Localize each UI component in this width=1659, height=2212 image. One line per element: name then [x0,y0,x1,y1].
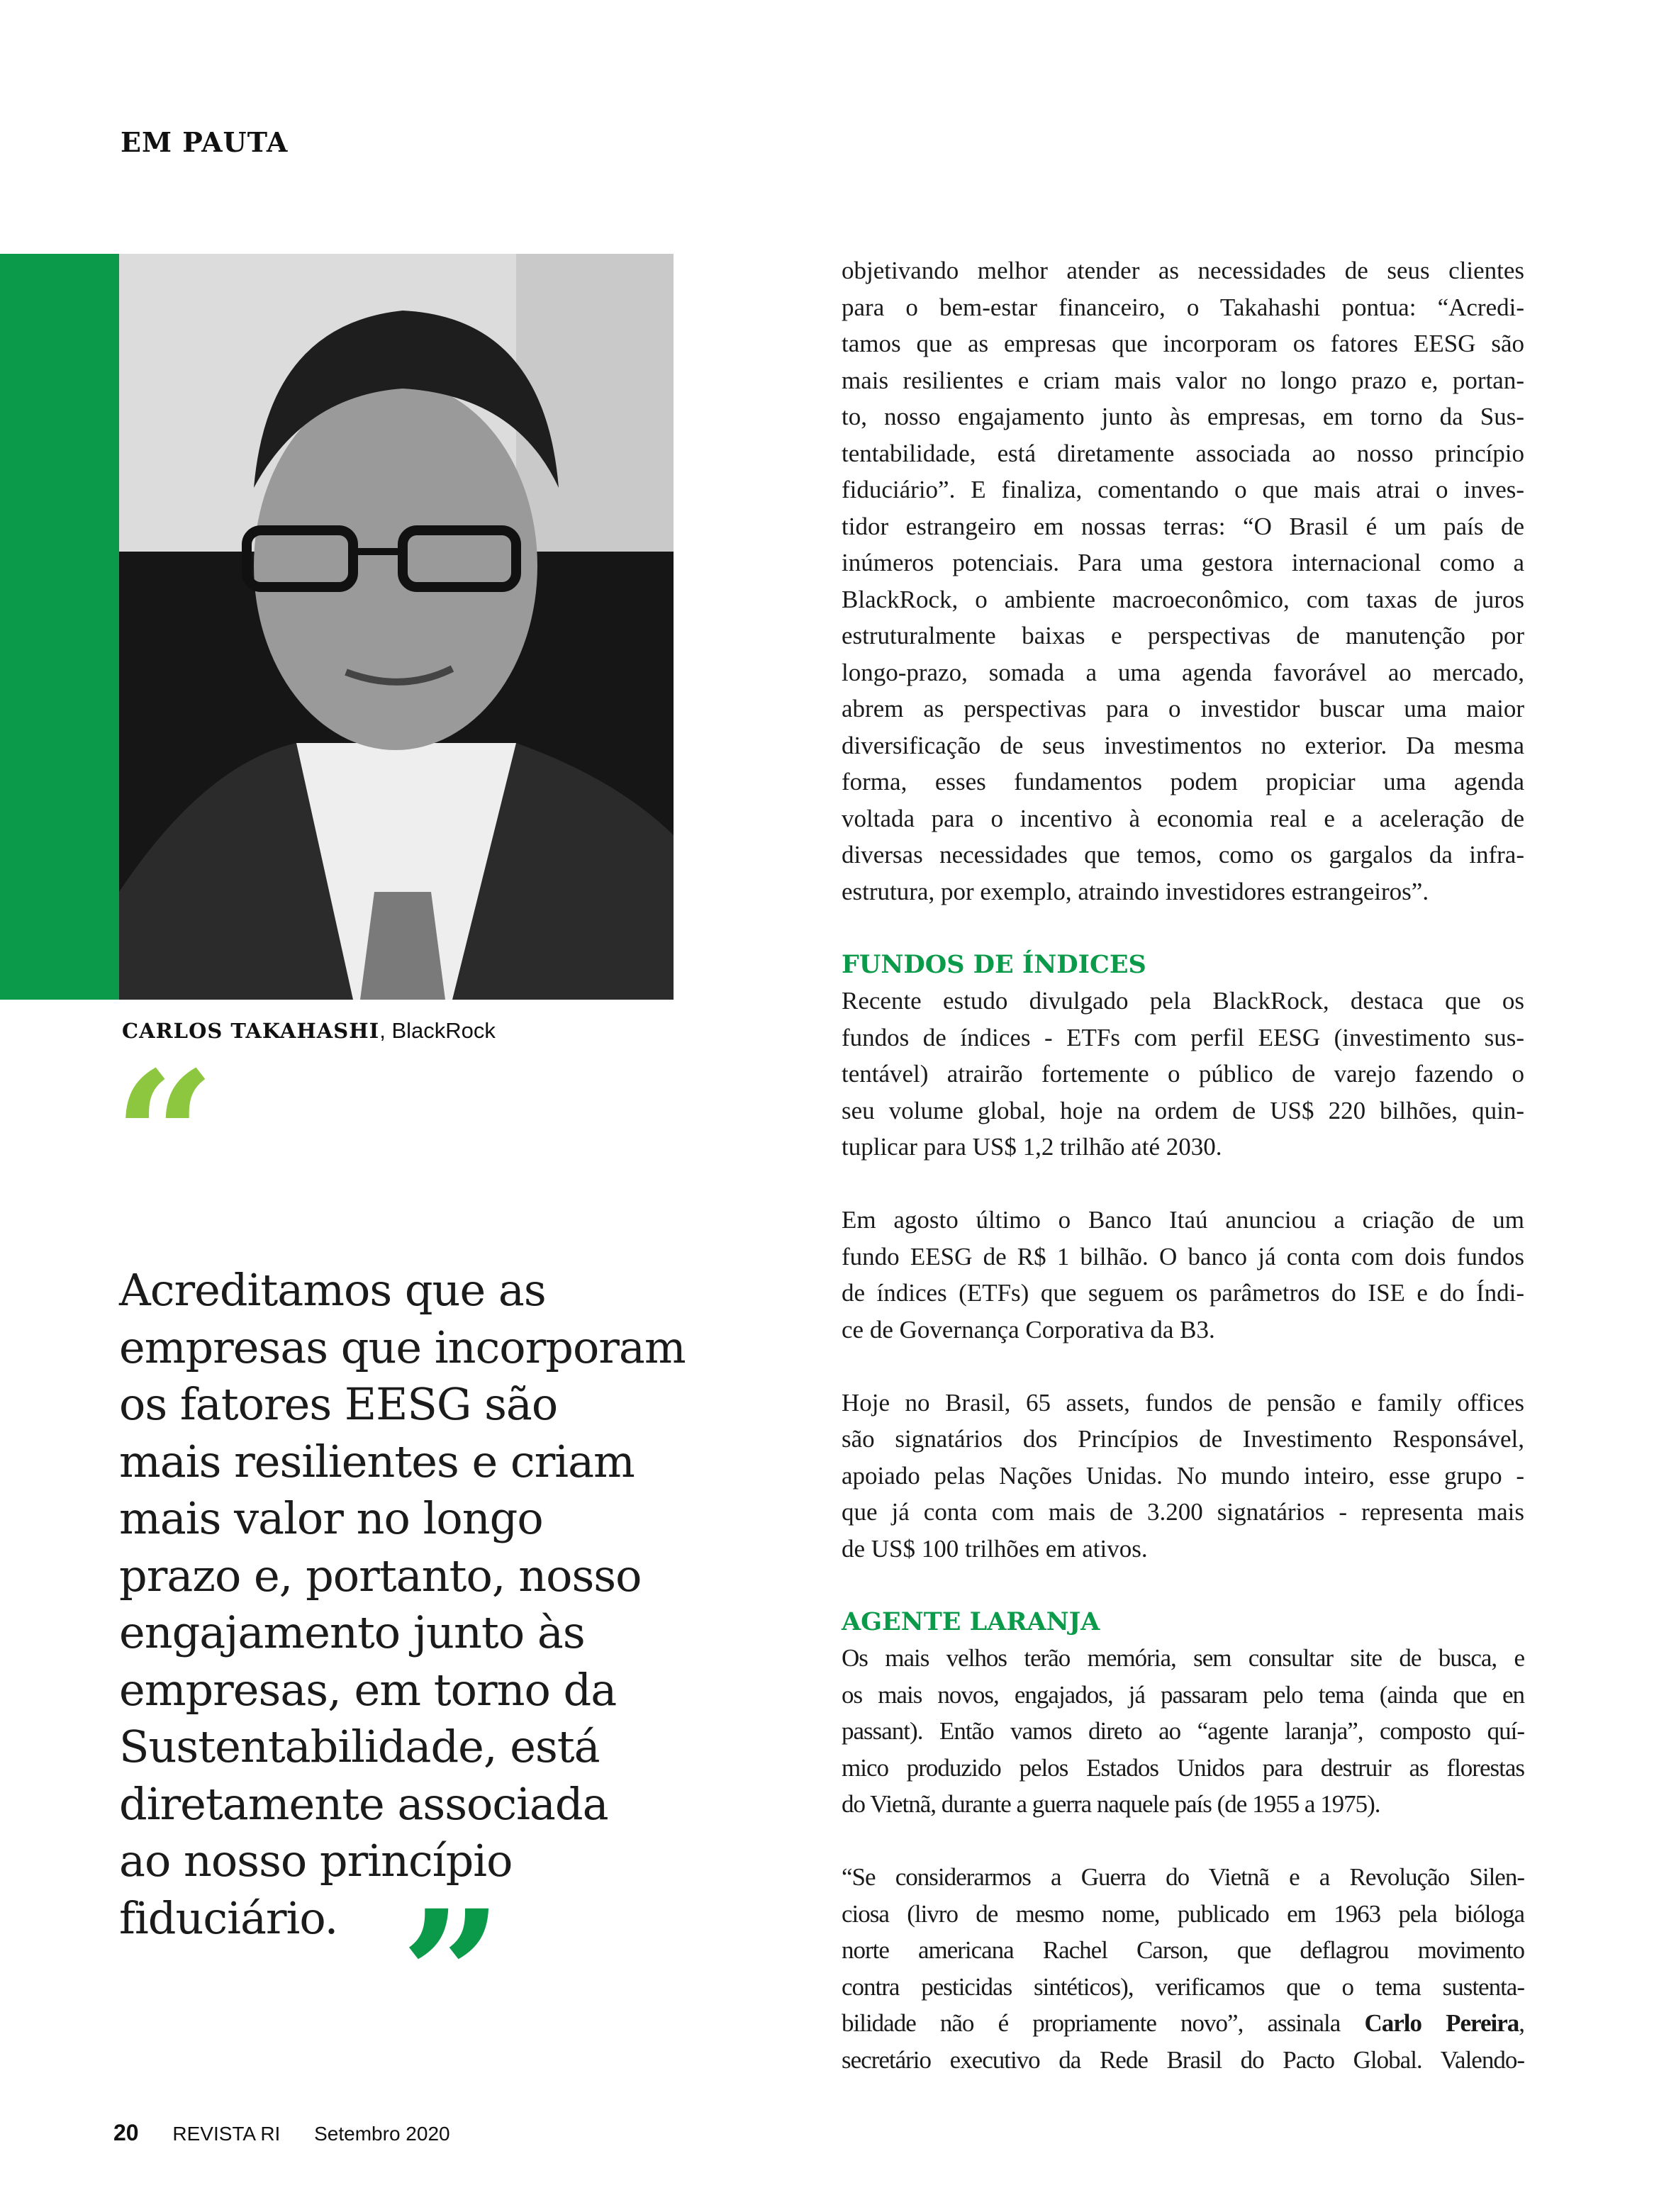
text-line: objetivando melhor atender as necessidades de seus clientes [842,257,1524,284]
text-line: inúmeros potenciais. Para uma gestora internacional como a [842,549,1524,576]
subheading-fundos-de-indices: FUNDOS DE ÍNDICES [842,949,1146,979]
pull-quote-line: engajamento junto às [119,1607,585,1658]
close-quote-mark: ” [401,1871,503,2079]
open-quote-mark: “ [113,1032,216,1241]
issue-date: Setembro 2020 [314,2123,450,2145]
pull-quote-line: mais valor no longo [119,1492,543,1544]
pull-quote-line: ao nosso princípio [119,1835,513,1887]
magazine-name: REVISTA RI [172,2123,281,2145]
caption-name: CARLOS TAKAHASHI [122,1019,380,1043]
pull-quote-line: mais resilientes e criam [119,1435,635,1487]
text-line: de índices (ETFs) que seguem os parâmetros do ISE e do Índi- [842,1279,1524,1307]
text-line: diversificação de seus investimentos no exterior. Da mesma [842,731,1524,759]
text-line: seu volume global, hoje na ordem de US$ 220 bilhões, quin- [842,1096,1524,1124]
text-line: BlackRock, o ambiente macroeconômico, com taxas de juros [842,585,1524,613]
subheading-agente-laranja: AGENTE LARANJA [842,1607,1100,1636]
pull-quote [119,1262,686,1947]
text-line: apoiado pelas Nações Unidas. No mundo inteiro, esse grupo - [842,1461,1524,1490]
text-line: para o bem-estar financeiro, o Takahashi pontua: “Acredi- [842,293,1524,321]
article-column [842,252,1524,2078]
text-line: diversas necessidades que temos, como os gargalos da infra- [842,841,1524,868]
text-line: abrem as perspectivas para o investidor buscar uma maior [842,695,1524,722]
text-line: contra pesticidas sintéticos), verificamos que o tema sustenta- [842,1972,1524,2001]
pull-quote-line: fiduciário. [119,1892,338,1944]
text-line: tuplicar para US$ 1,2 trilhão até 2030. [842,1133,1222,1161]
pull-quote-line: empresas, em torno da [119,1663,617,1716]
text-line: mico produzido pelos Estados Unidos para destruir as florestas [842,1753,1524,1782]
green-accent-bar [0,254,119,1000]
pull-quote-line: prazo e, portanto, nosso [119,1549,642,1602]
text-line: Os mais velhos terão memória, sem consultar site de busca, e [842,1644,1524,1672]
page-number: 20 [113,2120,139,2145]
text-line: fiduciário”. E finaliza, comentando o que mais atrai o inves- [842,476,1524,503]
text-line: tidor estrangeiro em nossas terras: “O Brasil é um país de [842,512,1524,540]
text-line: to, nosso engajamento junto às empresas, em torno da Sus- [842,403,1524,430]
text-line: de US$ 100 trilhões em ativos. [842,1534,1148,1563]
portrait-photo [119,254,674,1000]
paragraph [842,983,1524,1166]
paragraph [842,1640,1524,1823]
paragraph [842,1385,1524,1568]
text-line: estruturalmente baixas e perspectivas de manutenção por [842,622,1524,649]
pull-quote-line: Sustentabilidade, está [119,1721,600,1772]
page-footer [113,2120,450,2146]
text-line: fundo EESG de R$ 1 bilhão. O banco já conta com dois fundos [842,1242,1524,1270]
text-line [842,2005,1524,2042]
paragraph-lines [842,1859,1524,2005]
text-line: passant). Então vamos direto ao “agente laranja”, composto quí- [842,1717,1524,1745]
text-line: voltada para o incentivo à economia real e a aceleração de [842,804,1524,832]
text-line: ciosa (livro de mesmo nome, publicado em 1963 pela bióloga [842,1899,1524,1928]
text-line: tamos que as empresas que incorporam os fatores EESG são [842,330,1524,357]
text-line: são signatários dos Princípios de Investimento Responsável, [842,1425,1524,1453]
pull-quote-line: os fatores EESG são [119,1378,558,1430]
text-line: mais resilientes e criam mais valor no longo prazo e, portan- [842,366,1524,394]
text-line: ce de Governança Corporativa da B3. [842,1315,1215,1344]
caption-org: , BlackRock [379,1018,496,1043]
text-line: Recente estudo divulgado pela BlackRock, destaca que os [842,987,1524,1015]
paragraph [842,1202,1524,1348]
pull-quote-line: Acreditamos que as [119,1264,546,1316]
text-line: que já conta com mais de 3.200 signatários - representa mais [842,1498,1524,1526]
paragraph [842,252,1524,910]
text-line: Hoje no Brasil, 65 assets, fundos de pensão e family offices [842,1388,1524,1417]
text-line: forma, esses fundamentos podem propiciar uma agenda [842,768,1524,795]
pull-quote-line: diretamente associada [119,1777,608,1830]
text-line: os mais novos, engajados, já passaram pelo tema (ainda que en [842,1680,1524,1709]
text-span: , [1519,2009,1524,2037]
person-name: Carlo Pereira [1364,2009,1519,2037]
text-line: longo-prazo, somada a uma agenda favorável ao mercado, [842,658,1524,686]
text-line: do Vietnã, durante a guerra naquele país (de 1955 a 1975). [842,1790,1380,1818]
section-tag: EM PAUTA [121,126,289,158]
text-line: norte americana Rachel Carson, que deflagrou movimento [842,1936,1524,1964]
text-span: bilidade não é propriamente novo”, assinala [842,2009,1365,2037]
paragraph [842,1859,1524,2078]
text-line: fundos de índices - ETFs com perfil EESG (investimento sus- [842,1023,1524,1051]
text-line: estrutura, por exemplo, atraindo investidores estrangeiros”. [842,877,1429,905]
text-line: tentabilidade, está diretamente associada ao nosso princípio [842,439,1524,467]
text-line: tentável) atrairão fortemente o público de varejo fazendo o [842,1060,1524,1088]
text-line: secretário executivo da Rede Brasil do Pacto Global. Valendo- [842,2045,1524,2074]
text-line: Em agosto último o Banco Itaú anunciou a criação de um [842,1206,1524,1234]
pull-quote-line: empresas que incorporam [119,1321,686,1373]
text-line: “Se considerarmos a Guerra do Vietnã e a Revolução Silen- [842,1863,1524,1891]
